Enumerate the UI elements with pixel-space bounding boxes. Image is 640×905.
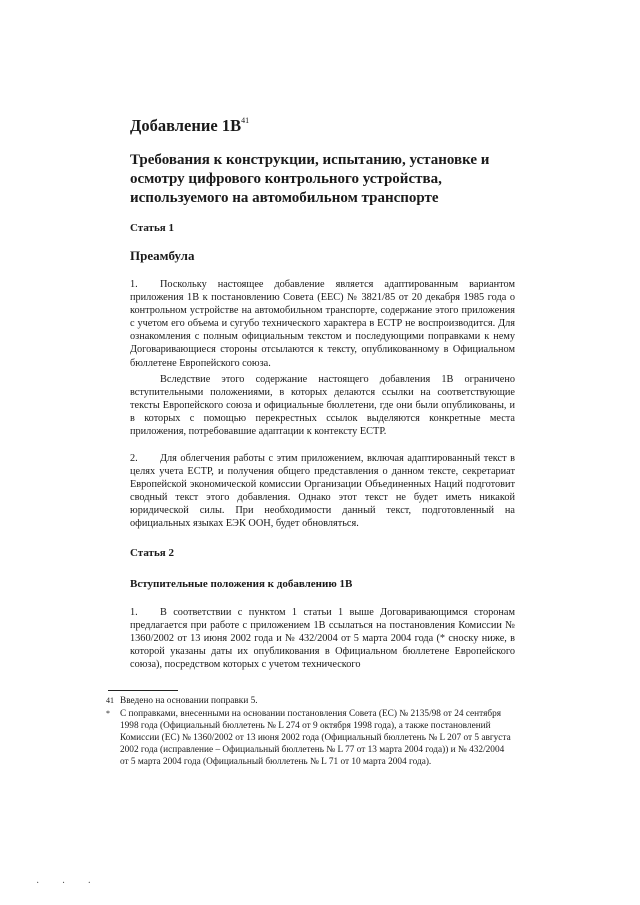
footnote-asterisk (106, 708, 512, 768)
paragraph-3-number: 1. (130, 607, 138, 618)
article-1-heading: Статья 1 (130, 222, 174, 234)
paragraph-2-text: Для облегчения работы с этим приложением, включая адаптированный текст в целях учета ЕСТР, и получения общего представления о данном тексте, секретариат Европейской экономической комиссии Организации Объединенных Наций подготовит сводный текст этого добавления. Однако этот текст не будет иметь никакой юридической силы. При необходимости данный текст, подготовленный на официальных языках ЕЭК ООН, будет обновляться. (130, 453, 515, 530)
paragraph-2-number: 2. (130, 453, 138, 464)
footnote-asterisk-mark: * (106, 709, 110, 718)
footnote-asterisk-text: С поправками, внесенными на основании постановления Совета (ЕС) № 2135/98 от 24 сентября 1998 года (Официальный бюллетень № L 274 от 9 октября 1998 года), а также постановлений Комиссии (ЕС) № 1360/2002 от 13 июня 2002 года (Официальный бюллетень № L 207 от 5 августа 2002 года (исправление – Официальный бюллетень № L 77 от 13 марта 2004 года)) и № 432/2004 от 5 марта 2004 года (Официальный бюллетень № L 71 от 10 марта 2004 года). (120, 709, 511, 767)
paragraph-1b (130, 373, 515, 438)
title-footnote-ref: 41 (241, 115, 250, 125)
intro-provisions-heading: Вступительные положения к добавлению 1В (130, 578, 353, 590)
footnote-separator (108, 690, 178, 691)
paragraph-2 (130, 452, 515, 531)
appendix-title-text: Добавление 1В (130, 116, 242, 135)
paragraph-3 (130, 606, 515, 671)
appendix-subtitle: Требования к конструкции, испытанию, установке и осмотру цифрового контрольного устройства, используемого на автомобильном транспорте (130, 152, 490, 206)
paragraph-1 (130, 278, 515, 370)
footnote-41-text: Введено на основании поправки 5. (120, 696, 258, 706)
article-2-heading: Статья 2 (130, 547, 174, 559)
paragraph-1-number: 1. (130, 279, 138, 290)
appendix-title (130, 116, 249, 136)
footnote-41 (106, 695, 512, 707)
paragraph-1b-text: Вследствие этого содержание настоящего добавления 1В ограничено вступительными положениями, в которых делаются ссылки на соответствующие тексты Европейского союза и официальные бюллетени, где они были опубликованы, и в которых с помощью перекрестных ссылок выделяются конкретные места приложения, потребовавшие адаптации к контексту ЕСТР. (130, 374, 515, 438)
paragraph-1-text: Поскольку настоящее добавление является адаптированным вариантом приложения 1В к постановлению Совета (ЕЕС) № 3821/85 от 20 декабря 1985 года о контрольном устройстве на автомобильном транспорте, содержание этого приложения с учетом его объема и сугубо технического характера в ЕСТР не воспроизводится. Для ознакомления с полным официальным текстом и последующими поправками к нему Договаривающиеся стороны отсылаются к тексту, опубликованному в Официальном бюллетене Европейского союза. (130, 279, 515, 369)
scan-artifact-dots: · · · (36, 878, 101, 889)
preamble-heading: Преамбула (130, 248, 195, 263)
footnote-41-mark: 41 (106, 696, 114, 705)
paragraph-3-text: В соответствии с пунктом 1 статьи 1 выше Договаривающимся сторонам предлагается при работе с приложением 1В ссылаться на постановления Комиссии № 1360/2002 от 13 июня 2002 года и № 432/2004 от 5 марта 2004 года (* сноску ниже, в которой указаны даты их опубликования в Официальном бюллетене Европейского союза), посредством которых с учетом технического (130, 607, 515, 671)
